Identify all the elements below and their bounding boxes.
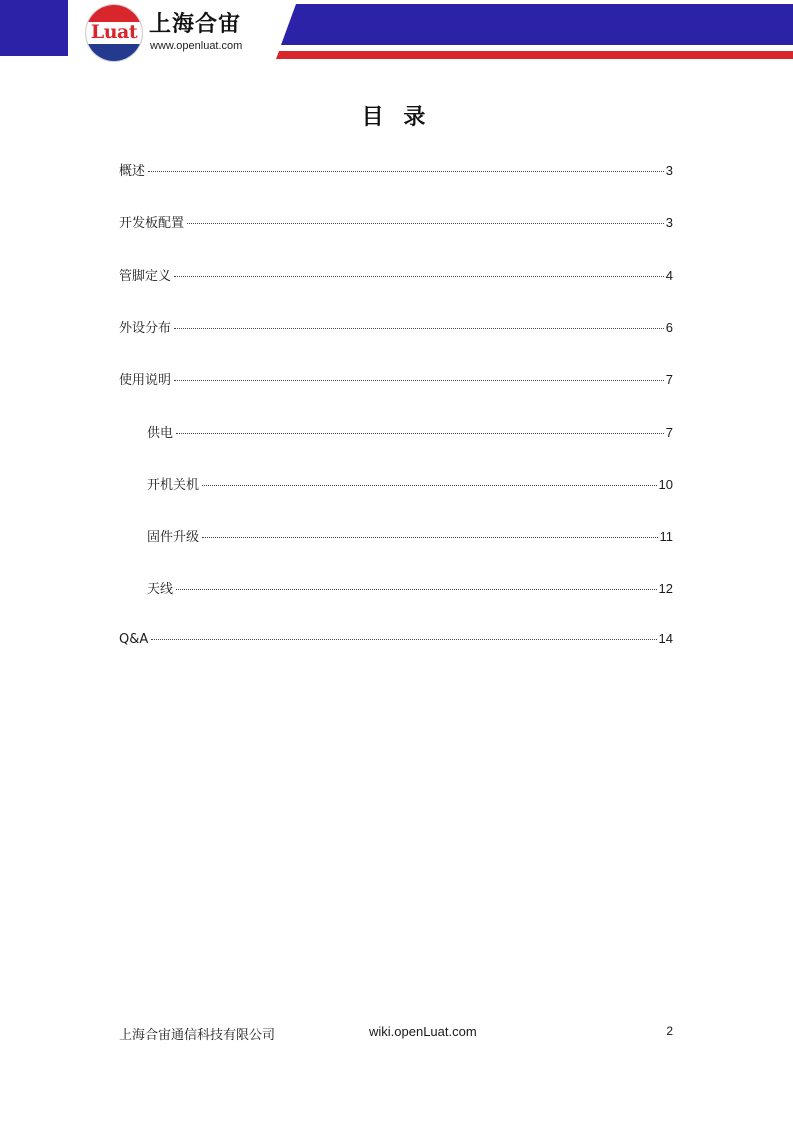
footer-website[interactable]: wiki.openLuat.com <box>369 1024 477 1039</box>
toc-entry-power-supply[interactable] <box>147 422 673 442</box>
toc-entry-board-config[interactable] <box>119 212 673 232</box>
toc-leader-dots <box>176 589 657 590</box>
toc-entry-page: 3 <box>665 163 673 178</box>
toc-leader-dots <box>174 328 664 329</box>
toc-entry-label: 概述 <box>119 164 146 179</box>
footer-company: 上海合宙通信科技有限公司 <box>119 1028 276 1043</box>
toc-entry-qa[interactable] <box>119 631 673 651</box>
toc-leader-dots <box>202 537 657 538</box>
footer-page-number: 2 <box>666 1024 673 1038</box>
header-red-stripe <box>276 51 793 59</box>
toc-entry-label: 天线 <box>147 582 174 597</box>
toc-leader-dots <box>176 433 664 434</box>
page-header <box>0 0 793 62</box>
toc-entry-label: Q&A <box>119 632 149 647</box>
toc-entry-peripheral-layout[interactable] <box>119 317 673 337</box>
toc-entry-page: 6 <box>665 320 673 335</box>
toc-entry-label: 外设分布 <box>119 321 172 336</box>
toc-entry-page: 7 <box>665 372 673 387</box>
toc-entry-page: 3 <box>665 215 673 230</box>
toc-entry-label: 管脚定义 <box>119 269 172 284</box>
toc-entry-page: 11 <box>659 529 673 544</box>
toc-entry-page: 10 <box>658 477 673 492</box>
toc-entry-label: 使用说明 <box>119 373 172 388</box>
toc-entry-page: 12 <box>658 581 673 596</box>
toc-entry-power-on-off[interactable] <box>147 474 673 494</box>
toc-entry-label: 固件升级 <box>147 530 200 545</box>
toc-entry-overview[interactable] <box>119 160 673 180</box>
toc-leader-dots <box>174 380 664 381</box>
page-footer <box>119 1024 673 1044</box>
toc-leader-dots <box>151 639 656 640</box>
toc-leader-dots <box>187 223 664 224</box>
brand-name: 上海合宙 <box>149 11 242 37</box>
toc-entry-label: 供电 <box>147 426 174 441</box>
page-title: 目 录 <box>361 105 432 130</box>
brand-url: www.openluat.com <box>150 40 243 52</box>
toc-entry-pin-definition[interactable] <box>119 265 673 285</box>
luat-logo <box>85 4 143 62</box>
toc-entry-firmware-upgrade[interactable] <box>147 526 673 546</box>
toc-entry-page: 7 <box>665 425 673 440</box>
toc-entry-page: 14 <box>658 631 673 646</box>
header-navy-stripe <box>281 4 793 45</box>
toc-entry-antenna[interactable] <box>147 578 673 598</box>
toc-entry-label: 开发板配置 <box>119 216 185 231</box>
header-corner-block <box>0 0 68 56</box>
logo-text: Luat <box>90 21 138 43</box>
toc-leader-dots <box>148 171 664 172</box>
toc-entry-page: 4 <box>665 268 673 283</box>
toc-entry-label: 开机关机 <box>147 478 200 493</box>
toc-leader-dots <box>202 485 657 486</box>
toc-entry-usage[interactable] <box>119 369 673 389</box>
toc-leader-dots <box>174 276 664 277</box>
